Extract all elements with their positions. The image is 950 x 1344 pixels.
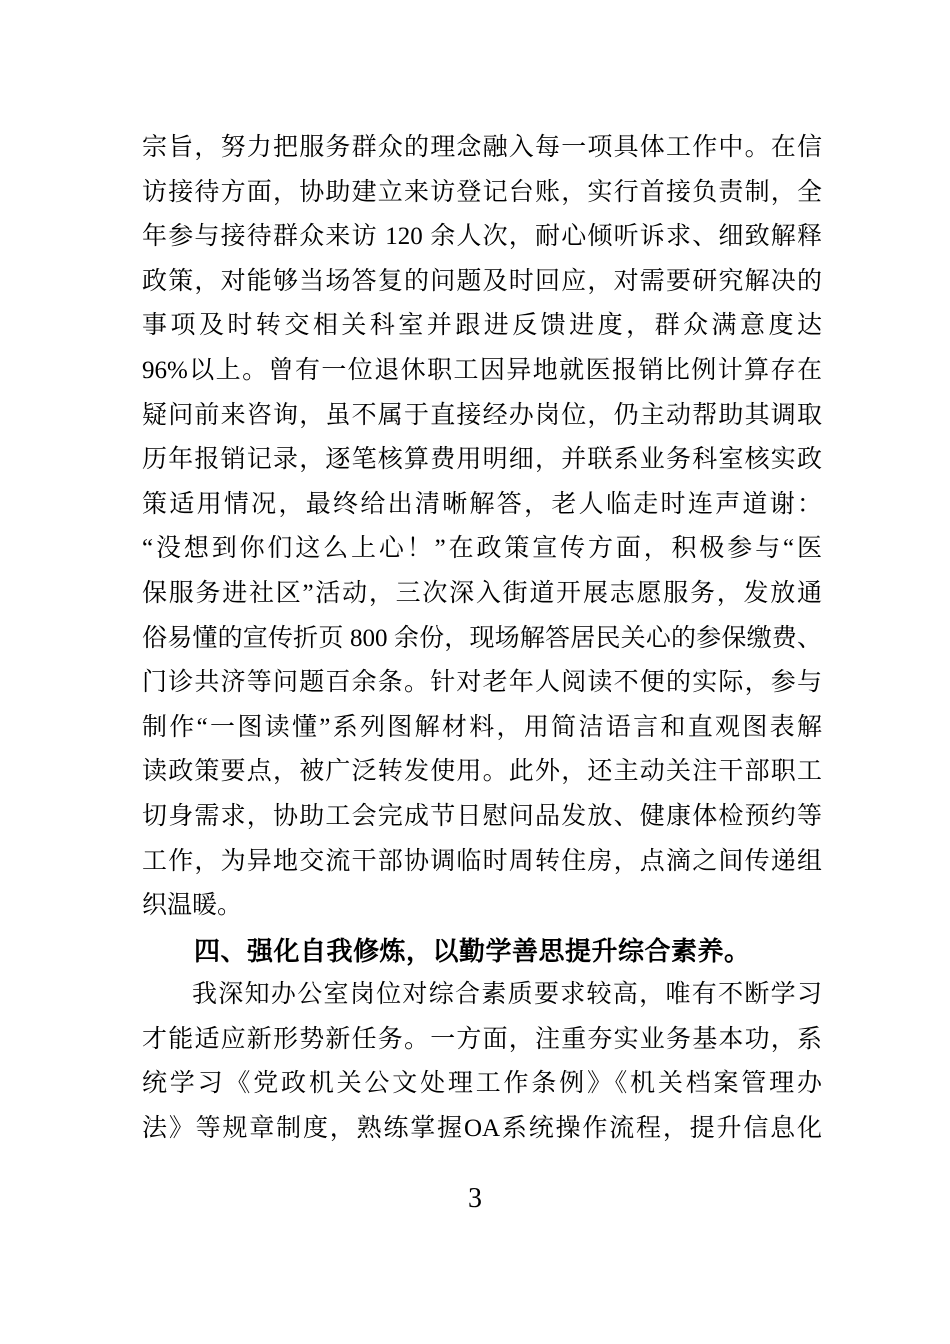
page-number: 3	[468, 1183, 482, 1214]
text-line: 俗易懂的宣传折页 800 余份，现场解答居民关心的参保缴费、	[142, 624, 822, 652]
text-line: 疑问前来咨询，虽不属于直接经办岗位，仍主动帮助其调取	[142, 401, 822, 429]
text-line: 宗旨，努力把服务群众的理念融入每一项具体工作中。在信	[142, 134, 822, 161]
text-line: 我深知办公室岗位对综合素质要求较高，唯有不断学习	[192, 981, 822, 1009]
text-line: 织温暖。	[142, 892, 243, 920]
text-line: “没想到你们这么上心！”在政策宣传方面，积极参与“医	[142, 535, 822, 563]
text-line: 才能适应新形势新任务。一方面，注重夯实业务基本功，系	[142, 1025, 822, 1053]
text-line: 政策，对能够当场答复的问题及时回应，对需要研究解决的	[142, 267, 822, 295]
section-heading: 四、强化自我修炼，以勤学善思提升综合素养。	[194, 935, 751, 966]
text-line: 保服务进社区”活动，三次深入街道开展志愿服务，发放通	[142, 579, 822, 607]
text-line: 制作“一图读懂”系列图解材料，用简洁语言和直观图表解	[142, 713, 822, 741]
text-line: 工作，为异地交流干部协调临时周转住房，点滴之间传递组	[142, 847, 822, 875]
text-line: 统学习《党政机关公文处理工作条例》《机关档案管理办	[142, 1070, 822, 1098]
text-line: 法》等规章制度，熟练掌握OA系统操作流程，提升信息化	[142, 1115, 822, 1143]
text-line: 策适用情况，最终给出清晰解答，老人临走时连声道谢：	[142, 490, 822, 518]
document-body	[142, 126, 822, 1152]
text-line: 年参与接待群众来访 120 余人次，耐心倾听诉求、细致解释	[142, 223, 822, 251]
text-line: 历年报销记录，逐笔核算费用明细，并联系业务科室核实政	[142, 446, 822, 474]
text-line: 切身需求，协助工会完成节日慰问品发放、健康体检预约等	[142, 802, 822, 830]
text-line: 门诊共济等问题百余条。针对老年人阅读不便的实际，参与	[142, 669, 822, 697]
text-line: 访接待方面，协助建立来访登记台账，实行首接负责制，全	[142, 178, 822, 206]
text-line: 读政策要点，被广泛转发使用。此外，还主动关注干部职工	[142, 758, 822, 786]
text-line: 事项及时转交相关科室并跟进反馈进度，群众满意度达	[142, 312, 822, 340]
text-line: 96%以上。曾有一位退休职工因异地就医报销比例计算存在	[142, 356, 822, 384]
